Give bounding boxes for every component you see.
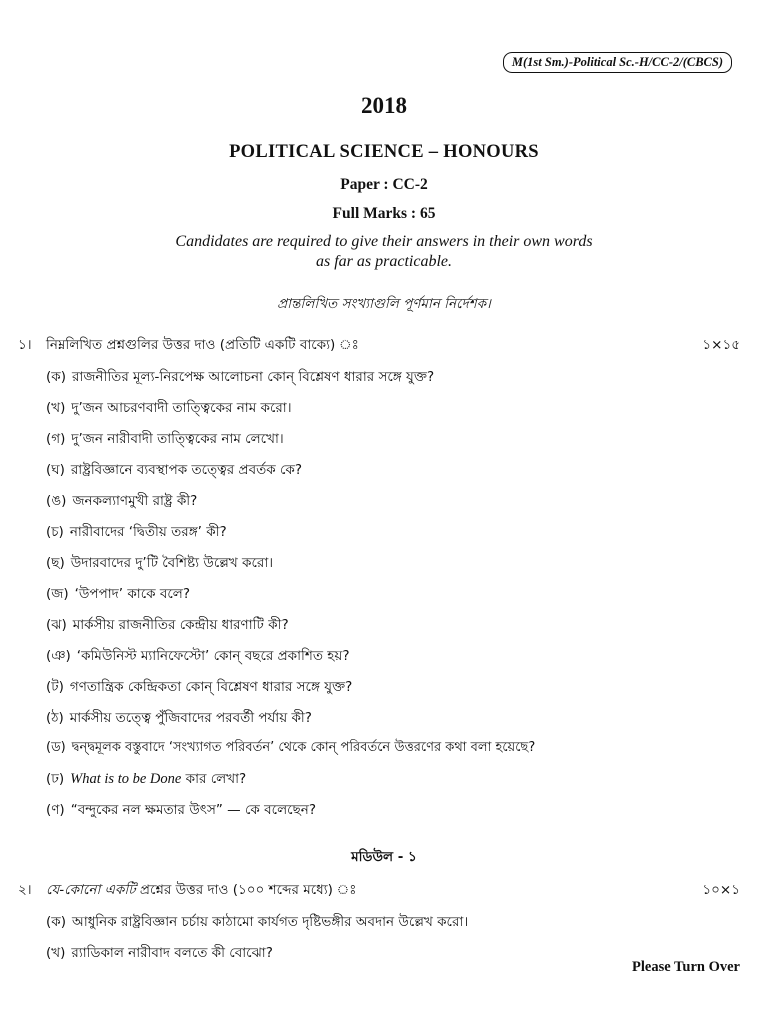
item-text: উদারবাদের দু’টি বৈশিষ্ট্য উল্লেখ করো। [70,555,274,571]
question-1-item [46,490,740,513]
question-1-marks: ১×১৫ [702,337,740,353]
instructions [0,232,768,272]
item-label: (ক) [46,914,66,930]
item-text: দ্বন্দ্বমূলক বস্তুবাদে ‘সংখ্যাগত পরিবর্তন’ থেকে কোন্ পরিবর্তনে উত্তরণের কথা বলা হয়েছে? [71,740,536,755]
question-1-header [18,334,740,357]
question-1-item [46,768,740,791]
question-1-item [46,552,740,575]
item-text: রাষ্ট্রবিজ্ঞানে ব্যবস্থাপক তত্ত্বের প্রবর্তক কে? [70,462,303,478]
subject-title: POLITICAL SCIENCE – HONOURS [229,142,539,162]
item-label: (ক) [46,369,66,385]
item-label: (ছ) [46,555,65,571]
exam-year: 2018 [361,93,407,118]
item-label: (চ) [46,524,64,540]
question-1-item [46,707,740,730]
item-label: (ঘ) [46,462,65,478]
please-turn-over: Please Turn Over [632,959,740,975]
question-1-number: ১। [18,337,32,353]
item-label: (ড) [46,740,66,755]
item-text: গণতান্ত্রিক কেন্দ্রিকতা কোন্ বিশ্লেষণ ধারার সঙ্গে যুক্ত? [69,679,353,695]
question-1-item [46,676,740,699]
item-text: মার্কসীয় রাজনীতির কেন্দ্রীয় ধারণাটি কী? [72,617,289,633]
question-2-number: ২। [18,882,32,898]
question-1-item [46,397,740,420]
question-1-item [46,366,740,389]
item-label: (ঙ) [46,493,67,509]
question-1-item [46,645,740,668]
item-text: রাজনীতির মূল্য-নিরপেক্ষ আলোচনা কোন্ বিশ্লেষণ ধারার সঙ্গে যুক্ত? [71,369,435,385]
item-label: (ণ) [46,802,65,818]
item-label: (গ) [46,431,66,447]
item-text: “বন্দুকের নল ক্ষমতার উৎস” — কে বলেছেন? [70,802,316,818]
question-1-item [46,614,740,637]
question-1-item [46,521,740,544]
question-2-emphasis: যে-কোনো একটি [46,882,136,898]
item-text: ‘কমিউনিস্ট ম্যানিফেস্টো’ কোন্ বছরে প্রকাশিত হয়? [76,648,350,664]
paper-code: M(1st Sm.)-Political Sc.-H/CC-2/(CBCS) [503,52,732,73]
question-1-prompt: নিম্নলিখিত প্রশ্নগুলির উত্তর দাও (প্রতিটি একটি বাক্যে) ঃ [46,337,359,353]
question-1-item [46,799,740,822]
paper-number: Paper : CC-2 [340,176,428,193]
item-label: (খ) [46,400,66,416]
module-heading: মডিউল - ১ [351,849,417,865]
item-label: (ঞ) [46,648,71,664]
question-2-header [18,879,740,902]
item-label: (ঠ) [46,710,64,726]
item-text: ‘উপপাদ’ কাকে বলে? [74,586,191,602]
item-text: জনকল্যাণমুখী রাষ্ট্র কী? [72,493,198,509]
item-text: আধুনিক রাষ্ট্রবিজ্ঞান চর্চায় কাঠামো কার্যগত দৃষ্টিভঙ্গীর অবদান উল্লেখ করো। [71,914,469,930]
question-1-item [46,583,740,606]
full-marks: Full Marks : 65 [332,205,436,222]
item-text: নারীবাদের ‘দ্বিতীয় তরঙ্গ’ কী? [69,524,227,540]
item-text: কার লেখা? [181,771,247,787]
item-text: মার্কসীয় তত্ত্বে পুঁজিবাদের পরবর্তী পর্যায় কী? [69,710,312,726]
question-2-item [46,911,740,934]
instruction-line-1: Candidates are required to give their answers in their own words [175,233,593,250]
instruction-line-2: as far as practicable. [316,253,452,270]
item-label: (খ) [46,945,66,961]
question-1-item [46,459,740,482]
question-1-item [46,428,740,451]
item-text: দু’জন নারীবাদী তাত্ত্বিকের নাম লেখো। [71,431,284,447]
item-label: (ঢ) [46,771,65,787]
item-text: দু’জন আচরণবাদী তাত্ত্বিকের নাম করো। [71,400,292,416]
item-text: র‍্যাডিকাল নারীবাদ বলতে কী বোঝো? [71,945,273,961]
question-2-marks: ১০×১ [702,882,740,898]
book-title: What is to be Done [70,771,182,787]
question-2-prompt: প্রশ্নের উত্তর দাও (১০০ শব্দের মধ্যে) ঃ [135,882,357,898]
marks-note: প্রান্তলিখিত সংখ্যাগুলি পূর্ণমান নির্দেশক। [277,296,491,312]
question-1-item [46,738,740,759]
item-label: (জ) [46,586,69,602]
item-label: (ট) [46,679,64,695]
item-label: (ঝ) [46,617,67,633]
